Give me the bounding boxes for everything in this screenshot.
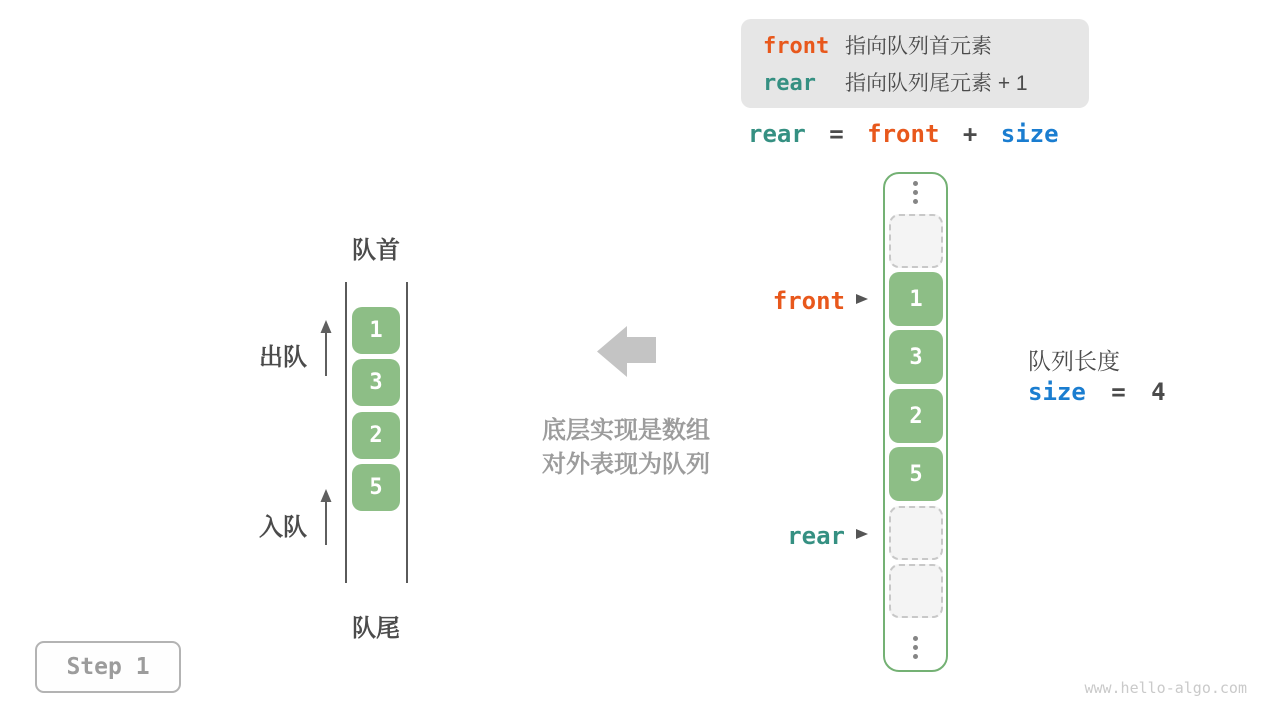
rear-pointer-label: rear (787, 522, 845, 550)
queue-item (352, 464, 400, 511)
array-cell (889, 330, 943, 384)
formula-equals: = (829, 120, 844, 148)
queue-item (352, 359, 400, 406)
size-var: size (1028, 378, 1086, 406)
queue-item-value: 5 (369, 475, 383, 500)
front-pointer-label: front (772, 287, 845, 315)
array-cell (889, 447, 943, 501)
formula-front: front (867, 120, 940, 148)
dequeue-arrow-icon (318, 320, 334, 378)
enqueue-arrow-icon (318, 489, 334, 547)
caption-line1: 底层实现是数组 (542, 417, 710, 444)
site-url: www.hello-algo.com (1084, 679, 1247, 697)
queue-length-label: 队列长度 (1028, 348, 1120, 374)
queue-item-value: 3 (369, 370, 383, 395)
dot (913, 645, 918, 650)
queue-item (352, 412, 400, 459)
legend-box (741, 19, 1089, 108)
rear-pointer-arrow-icon (855, 528, 869, 540)
size-formula (1028, 378, 1166, 406)
formula-plus: + (962, 120, 978, 148)
dot (913, 181, 918, 186)
array-cell-empty (889, 506, 943, 560)
rear-code-label: rear (763, 71, 816, 96)
queue-left-rail (345, 282, 347, 583)
queue-front-label: 队首 (352, 237, 400, 264)
enqueue-label: 入队 (259, 514, 307, 541)
array-cell-value: 1 (909, 286, 923, 312)
queue-item-value: 2 (369, 423, 383, 448)
step-label: Step 1 (66, 654, 150, 680)
queue-item-value: 1 (369, 318, 383, 343)
queue-item (352, 307, 400, 354)
queue-right-rail (406, 282, 408, 583)
array-cell-empty (889, 564, 943, 618)
dot (913, 199, 918, 204)
array-cell-value: 5 (909, 461, 923, 487)
step-badge (35, 641, 181, 693)
array-cell-value: 3 (909, 344, 923, 370)
array-cell-empty (889, 214, 943, 268)
legend-line-rear (763, 67, 1089, 97)
caption (542, 414, 710, 482)
size-equals: = (1111, 378, 1126, 406)
formula-size: size (1000, 120, 1059, 148)
pointer-formula (748, 120, 1059, 148)
left-block-arrow-icon (597, 326, 656, 377)
dequeue-label: 出队 (259, 344, 307, 371)
front-code-label: front (763, 34, 830, 59)
front-pointer-arrow-icon (855, 293, 869, 305)
ellipsis-top-icon (913, 181, 918, 204)
queue-rear-label: 队尾 (352, 615, 400, 642)
array-cell-value: 2 (909, 403, 923, 429)
legend-line-front (763, 30, 1089, 60)
formula-rear: rear (748, 120, 806, 148)
ellipsis-bottom-icon (913, 636, 918, 659)
legend-rear-text: 指向队列尾元素 + 1 (845, 72, 1028, 95)
dot (913, 654, 918, 659)
array-cell (889, 272, 943, 326)
legend-front-text: 指向队列首元素 (845, 35, 992, 58)
dot (913, 636, 918, 641)
array-cell (889, 389, 943, 443)
caption-line2: 对外表现为队列 (542, 451, 710, 478)
size-value: 4 (1151, 378, 1166, 406)
dot (913, 190, 918, 195)
